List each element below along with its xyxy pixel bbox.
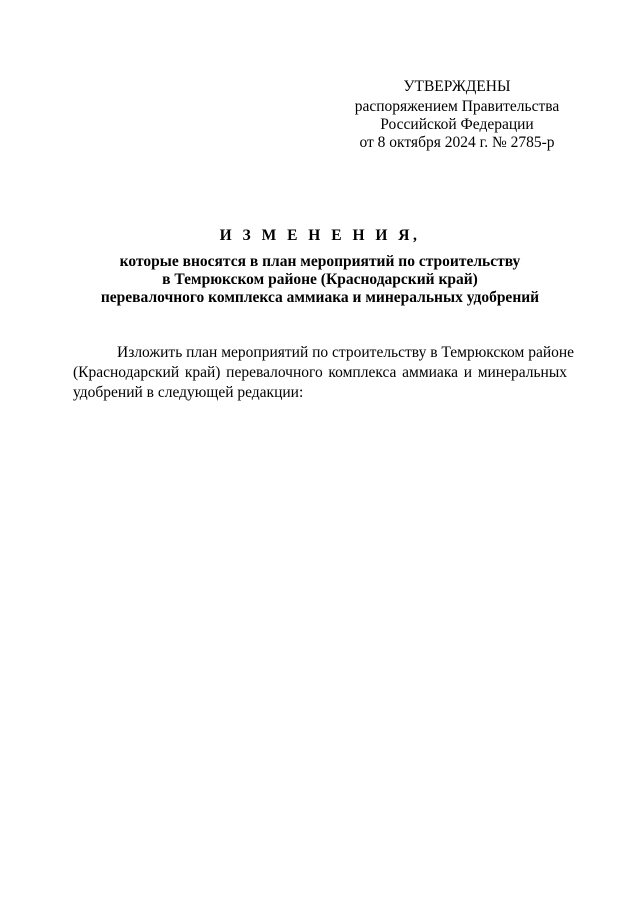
body-paragraph xyxy=(73,343,575,403)
approval-title: УТВЕРЖДЕНЫ xyxy=(403,78,511,95)
approval-line-2: Российской Федерации xyxy=(380,116,534,133)
body-line-1: Изложить план мероприятий по строительству в Темрюкском районе xyxy=(117,344,575,361)
heading-title: И З М Е Н Е Н И Я, xyxy=(219,227,421,244)
body-line-2: (Краснодарский край) перевалочного комплекса аммиака и минеральных xyxy=(73,364,567,381)
document-heading xyxy=(70,227,570,307)
heading-line-3: перевалочного комплекса аммиака и минеральных удобрений xyxy=(100,289,540,306)
approval-line-3: от 8 октября 2024 г. № 2785-р xyxy=(359,134,555,151)
body-line-3: удобрений в следующей редакции: xyxy=(73,384,304,401)
approval-line-1: распоряжением Правительства xyxy=(354,98,560,115)
heading-line-2: в Темрюкском районе (Краснодарский край) xyxy=(162,271,478,288)
approval-stamp xyxy=(352,78,562,152)
heading-line-1: которые вносятся в план мероприятий по строительству xyxy=(119,253,521,270)
